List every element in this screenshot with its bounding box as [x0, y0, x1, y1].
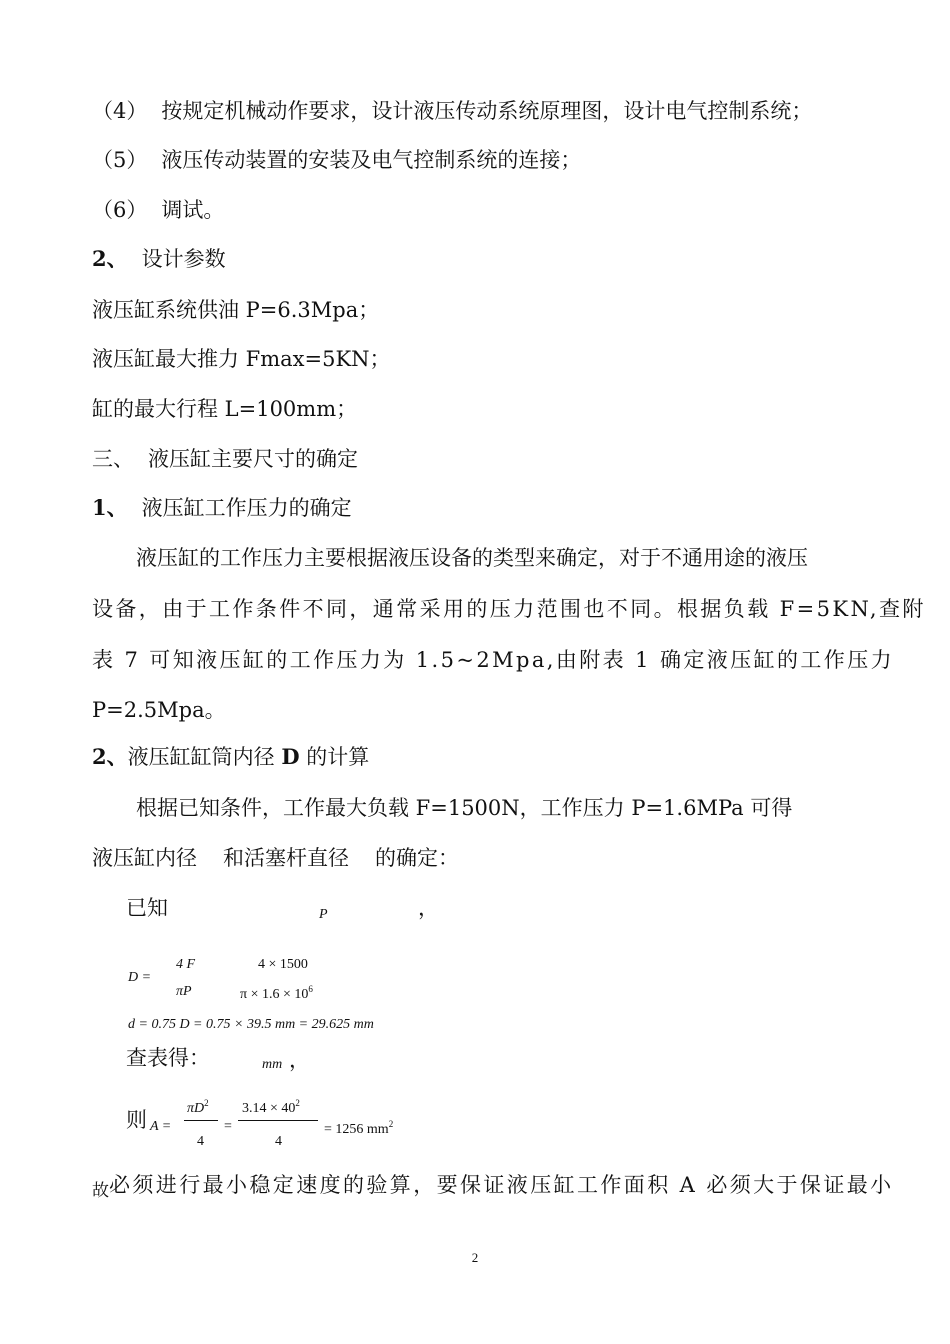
formula-d-numerator: 4 F [176, 957, 196, 972]
list-number: （4） [92, 99, 148, 123]
formula-d-denominator: πP [176, 984, 192, 999]
list-item-4 [92, 96, 812, 126]
formula-rod-diameter: d = 0.75 D = 0.75 × 39.5 mm = 29.625 mm [128, 1017, 374, 1032]
paragraph-line [92, 1170, 894, 1202]
paragraph-line: 根据已知条件，工作最大负载 F=1500N，工作压力 P=1.6MPa 可得 [136, 796, 793, 820]
section-number: 2、 [92, 246, 128, 271]
then-label: 则 [126, 1108, 147, 1132]
chapter-number: 三、 [92, 447, 134, 471]
chapter-title: 液压缸主要尺寸的确定 [148, 447, 358, 471]
subsection-title: 液压缸工作压力的确定 [141, 496, 352, 520]
list-item-6 [92, 195, 224, 225]
formula-a-numerator-value: $3.14 \times 40^2$ [242, 1098, 300, 1116]
list-item-5 [92, 145, 581, 175]
formula-d-numerator-value: 4 × 1500 [258, 957, 308, 972]
formula-a-denominator-value: 4 [275, 1134, 282, 1149]
list-number: （5） [92, 148, 148, 172]
subsection-title: 液压缸缸筒内径 [127, 745, 275, 769]
param-max-thrust: 液压缸最大推力 Fmax=5KN； [92, 347, 391, 371]
formula-a-result: = 1256 $mm^2$ [324, 1119, 394, 1137]
known-label: 已知 [126, 896, 168, 920]
lookup-unit: mm [262, 1057, 283, 1072]
fraction-bar [184, 1120, 218, 1121]
list-text: 液压传动装置的安装及电气控制系统的连接； [161, 148, 582, 172]
formula-d-denominator-value: $\pi \times 1.6 \times 10^6$ [240, 984, 313, 1002]
formula-a-lhs: A = [150, 1119, 172, 1134]
subsection-title: 的计算 [306, 745, 370, 769]
list-number: （6） [92, 198, 148, 222]
symbol-d: D [281, 744, 300, 769]
paragraph-line: 液压缸内径 和活塞杆直径 的确定： [92, 846, 459, 870]
param-max-stroke: 缸的最大行程 L=100mm； [92, 397, 358, 421]
subsection-heading-2 [92, 742, 369, 772]
lookup-label: 查表得： [126, 1046, 210, 1070]
last-prefix: 故 [92, 1181, 109, 1201]
param-oil-supply: 液压缸系统供油 P=6.3Mpa； [92, 298, 380, 322]
list-text: 调试。 [161, 198, 225, 222]
formula-d-lhs: D = [128, 970, 152, 985]
subsection-heading-1 [92, 493, 352, 523]
known-comma: ， [418, 896, 439, 920]
subsection-number: 2、 [92, 744, 128, 769]
formula-a-denominator: 4 [197, 1134, 204, 1149]
formula-a-equals: = [224, 1119, 232, 1134]
last-text: 必须进行最小稳定速度的验算，要保证液压缸工作面积 A 必须大于保证最小 [109, 1173, 894, 1197]
known-symbol-p: P [319, 907, 328, 922]
fraction-bar [238, 1120, 318, 1121]
lookup-comma: ， [289, 1048, 310, 1072]
paragraph-line: 表 7 可知液压缸的工作压力为 1.5~2Mpa,由附表 1 确定液压缸的工作压力 [92, 648, 894, 672]
page-number: 2 [471, 1250, 479, 1265]
section-title: 设计参数 [141, 247, 226, 271]
chapter-heading-3 [92, 444, 358, 474]
paragraph-line: P=2.5Mpa。 [92, 698, 226, 722]
formula-a-numerator: $\pi D^2$ [187, 1098, 209, 1116]
list-text: 按规定机械动作要求，设计液压传动系统原理图，设计电气控制系统； [161, 99, 813, 123]
subsection-number: 1、 [92, 495, 128, 520]
paragraph-line: 设备，由于工作条件不同，通常采用的压力范围也不同。根据负载 F=5KN,查附 [92, 597, 926, 621]
section-heading-2 [92, 244, 226, 274]
paragraph-line: 液压缸的工作压力主要根据液压设备的类型来确定，对于不通用途的液压 [136, 546, 808, 570]
